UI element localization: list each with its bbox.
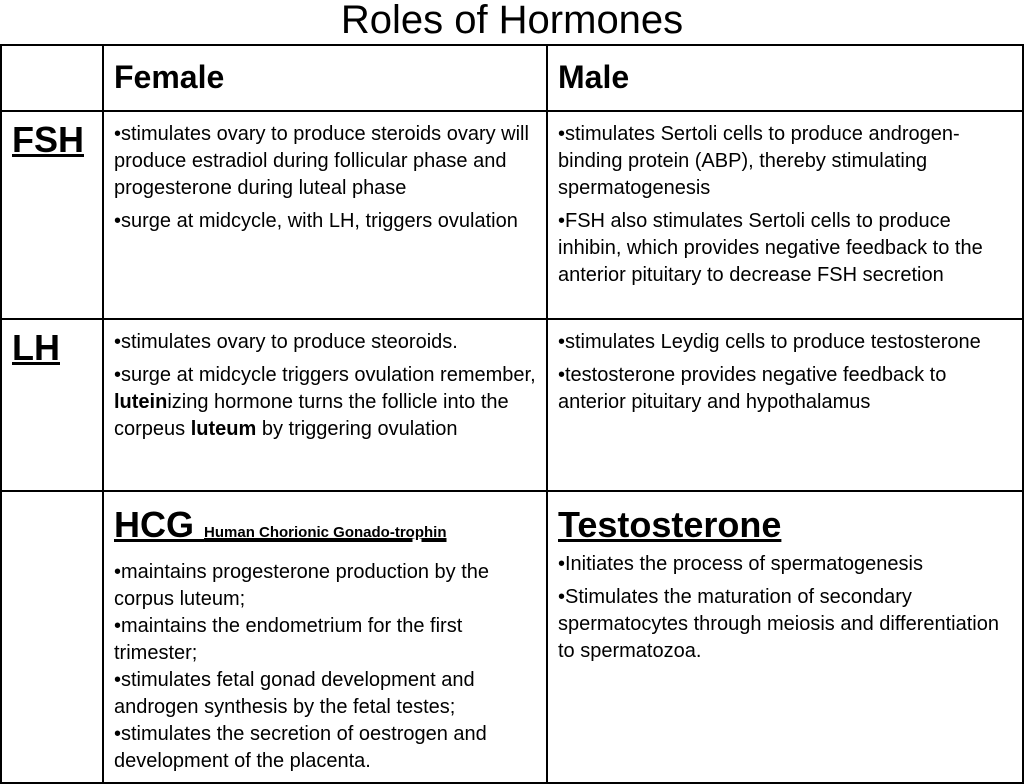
lh-male-item-2: •testosterone provides negative feedback to anterior pituitary and hypothalamus <box>558 364 947 413</box>
page-title: Roles of Hormones <box>340 0 684 42</box>
hcg-heading: HCG <box>114 504 194 545</box>
hcg-subheading: Human Chorionic Gonado-trophin <box>204 524 447 541</box>
table-row-lh <box>1 319 1023 491</box>
testosterone-heading: Testosterone <box>558 504 782 545</box>
header-male-label: Male <box>558 59 630 95</box>
row-label-fsh: FSH <box>12 119 84 160</box>
hcg-item-2: •maintains the endometrium for the first trimester; <box>114 615 463 664</box>
header-female-label: Female <box>114 59 225 95</box>
lh-female-item-2-part-c: izing hormone turns the follicle into the corpeus <box>114 391 509 440</box>
row-label-cell-fsh <box>1 111 103 319</box>
cell-fsh-male <box>547 111 1023 319</box>
testosterone-item-1: •Initiates the process of spermatogenesis <box>558 553 923 575</box>
cell-hcg <box>103 491 547 783</box>
cell-lh-female <box>103 319 547 491</box>
table-row-hcg-testosterone <box>1 491 1023 783</box>
row-label-cell-empty <box>1 491 103 783</box>
cell-lh-male <box>547 319 1023 491</box>
fsh-female-item-2: •surge at midcycle, with LH, triggers ovulation <box>114 210 518 232</box>
hcg-item-4: •stimulates the secretion of oestrogen and development of the placenta. <box>114 723 487 772</box>
hcg-heading-line <box>114 503 538 555</box>
testosterone-item-2: •Stimulates the maturation of secondary spermatocytes through meiosis and differentiation to spermatozoa. <box>558 586 999 662</box>
table-row-fsh <box>1 111 1023 319</box>
lh-male-item-1: •stimulates Leydig cells to produce testosterone <box>558 331 981 353</box>
hcg-item-1: •maintains progesterone production by the corpus luteum; <box>114 561 490 610</box>
header-row <box>1 45 1023 111</box>
corner-cell <box>1 45 103 111</box>
lh-female-item-2 <box>114 362 538 443</box>
lh-female-item-1: •stimulates ovary to produce steoroids. <box>114 331 458 353</box>
row-label-cell-lh <box>1 319 103 491</box>
lh-female-item-2-lutein: lutein <box>114 391 168 413</box>
header-male <box>547 45 1023 111</box>
row-label-lh: LH <box>12 327 60 368</box>
fsh-female-item-1: •stimulates ovary to produce steroids ovary will produce estradiol during follicular phase and progesterone during luteal phase <box>114 123 529 199</box>
hormones-table <box>0 44 1024 784</box>
fsh-male-item-1: •stimulates Sertoli cells to produce androgen-binding protein (ABP), thereby stimulating spermatogenesis <box>558 123 960 199</box>
lh-female-item-2-part-e: by triggering ovulation <box>256 418 458 440</box>
header-female <box>103 45 547 111</box>
fsh-male-item-2: •FSH also stimulates Sertoli cells to produce inhibin, which provides negative feedback to the anterior pituitary to decrease FSH secretion <box>558 210 983 286</box>
lh-female-item-2-luteum: luteum <box>190 418 257 440</box>
cell-fsh-female <box>103 111 547 319</box>
hcg-item-3: •stimulates fetal gonad development and androgen synthesis by the fetal testes; <box>114 669 475 718</box>
lh-female-item-2-part-a: •surge at midcycle triggers ovulation remember, <box>114 364 536 386</box>
cell-testosterone <box>547 491 1023 783</box>
